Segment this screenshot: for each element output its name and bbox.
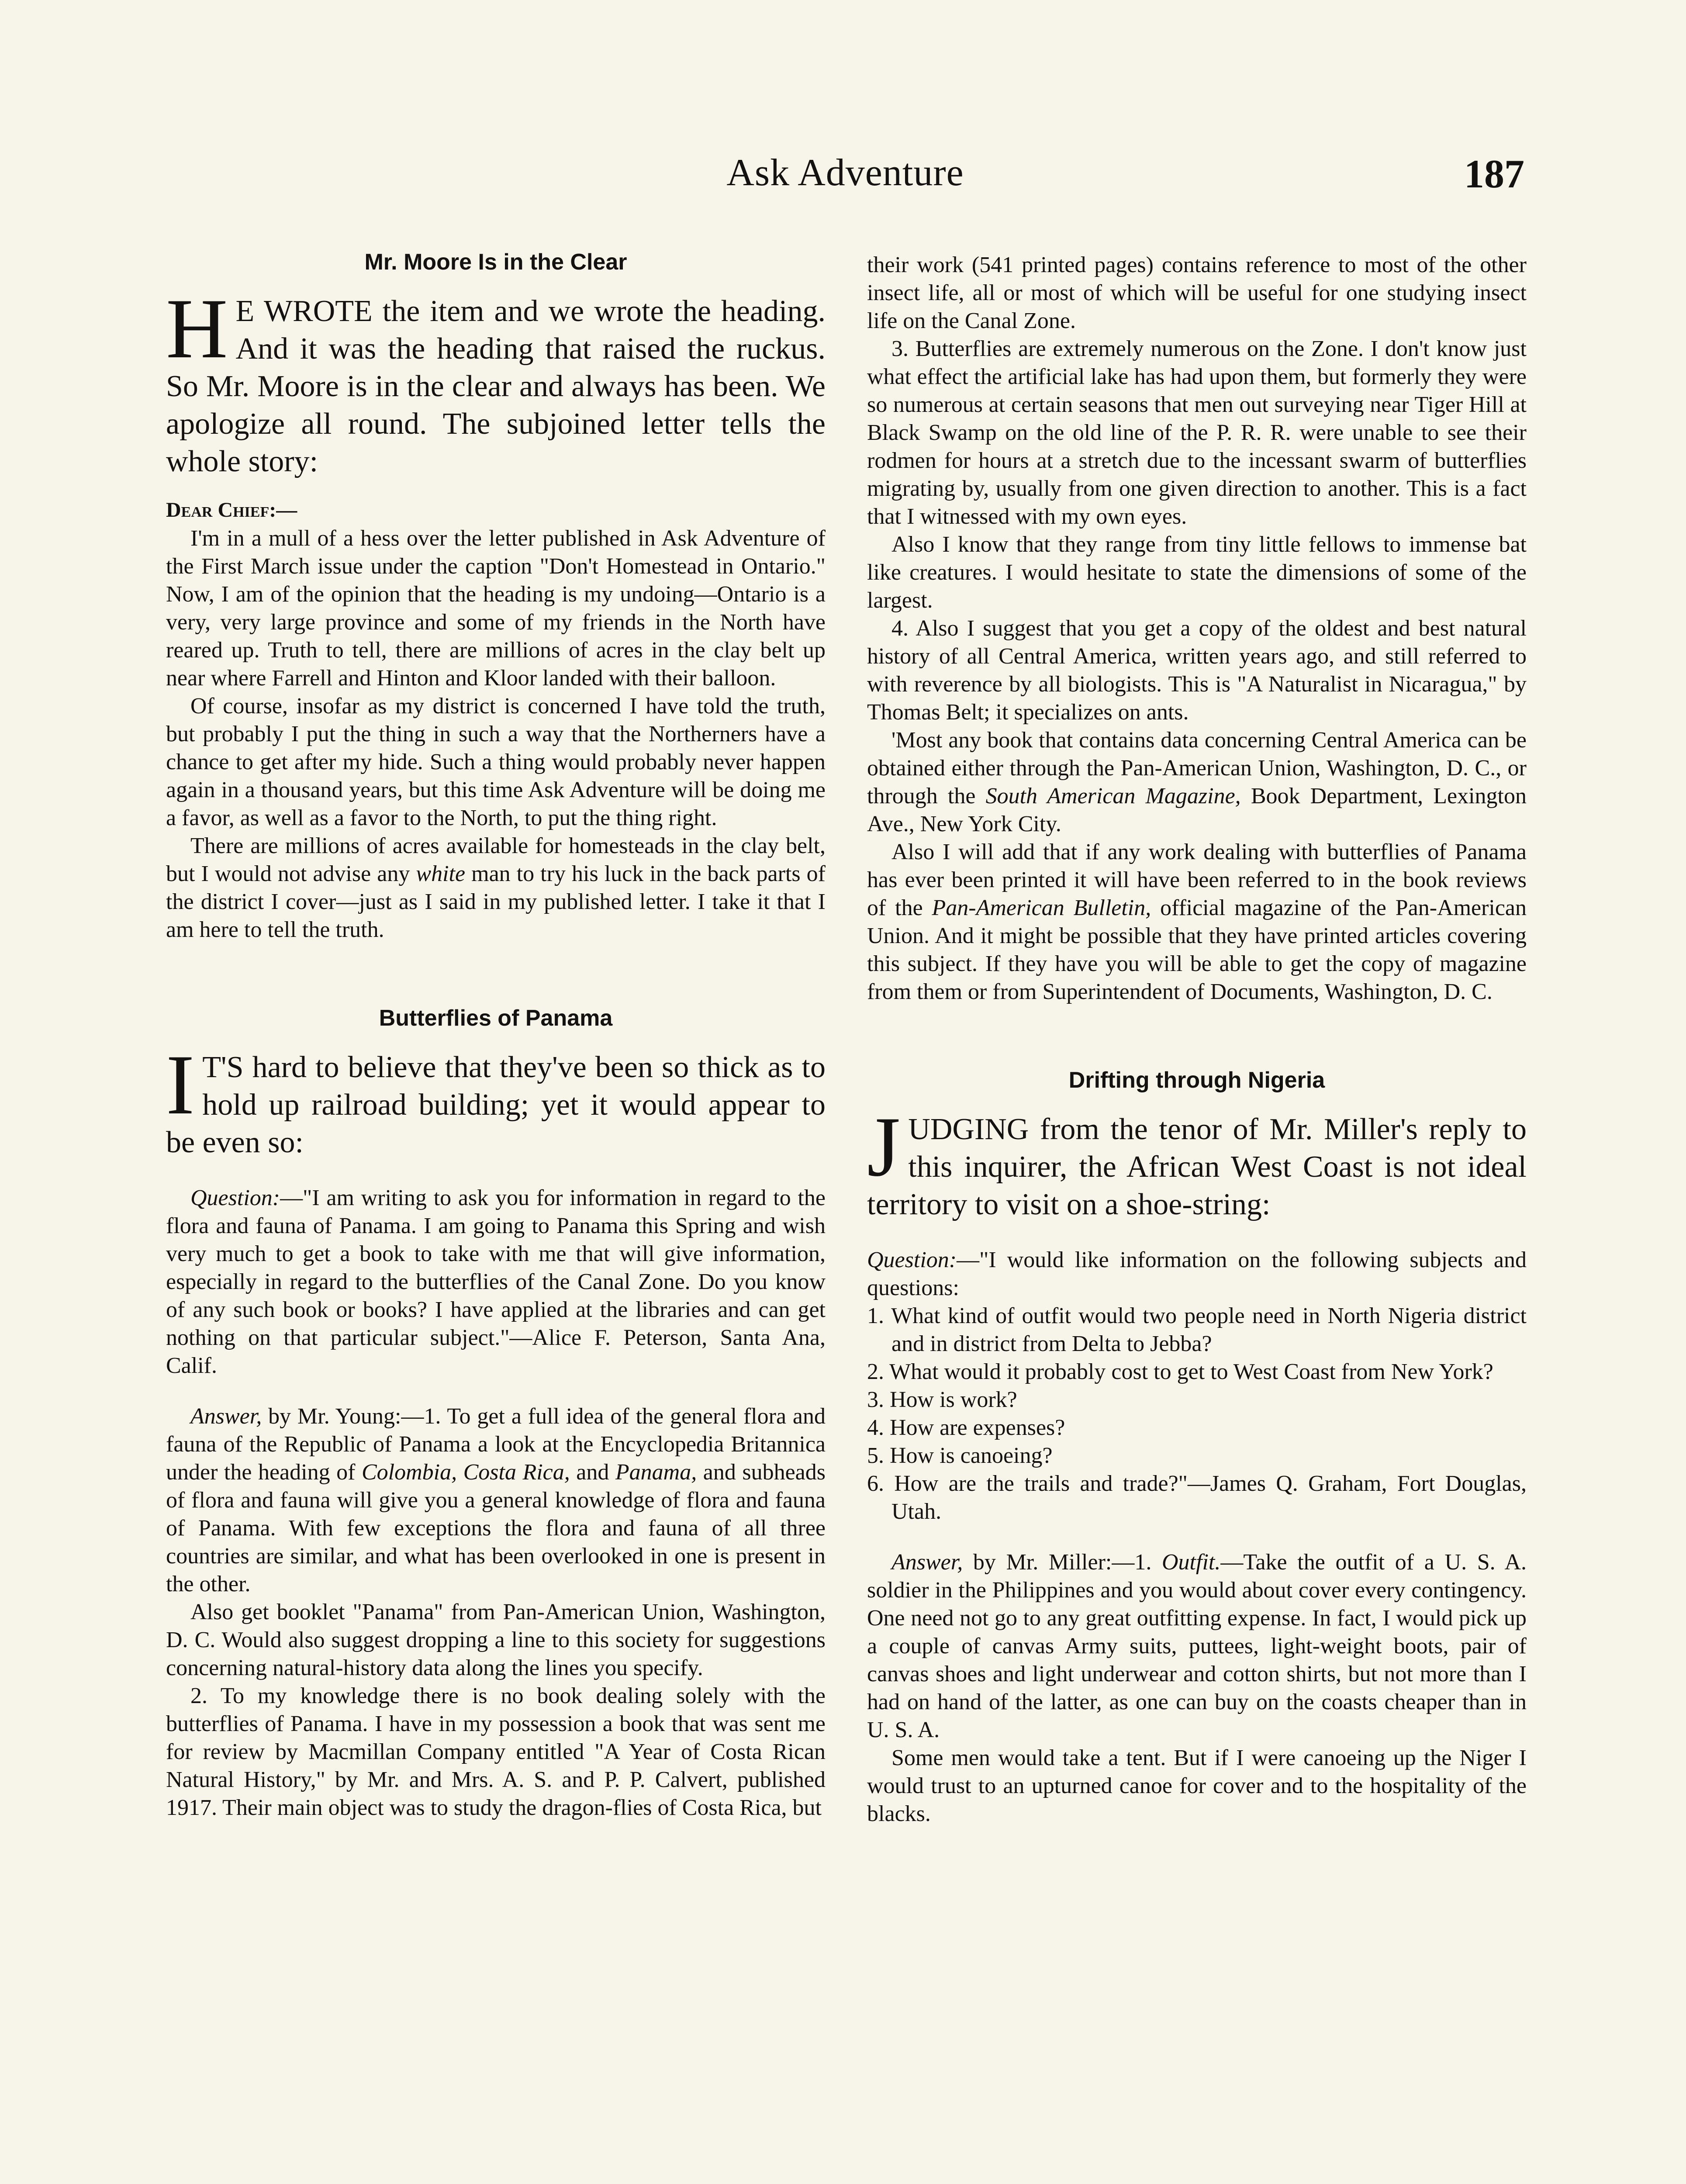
letter-paragraph: Of course, insofar as my district is concerned I have told the truth, but probably I put the thing in such a way that the Northerners have a chance to get after my hide. Such a thing would probably never happen again in a thousand years, but this time Ask Adventure will be doing me a favor, as well as a favor to the North, to put the thing right. xyxy=(166,694,826,830)
list-item: 6. How are the trails and trade?"—James Q. Graham, Fort Douglas, Utah. xyxy=(867,1471,1527,1524)
answer-paragraph: Some men would take a tent. But if I were canoeing up the Niger I would trust to an upturned canoe for cover and to the hospitality of the blacks. xyxy=(867,1745,1527,1826)
answer-paragraph: Also get booklet "Panama" from Pan-American Union, Washington, D. C. Would also suggest dropping a line to this society for suggestions concerning natural-history data along the lines you specify. xyxy=(166,1600,826,1680)
answer-paragraph: their work (541 printed pages) contains reference to most of the other insect life, all or most of which will be useful for one studying insect life on the Canal Zone. xyxy=(867,252,1527,333)
drop-cap: J xyxy=(867,1099,901,1194)
list-item: 1. What kind of outfit would two people need in North Nigeria district and in district from Delta to Jebba? xyxy=(867,1303,1527,1356)
letter-salutation: Dear Chief:— xyxy=(166,498,297,522)
answer-paragraph: 'Most any book that contains data concerning Central America can be obtained either through the Pan-American Union, Washington, D. C., or through the South American Magazine, Book Department, Lexington Ave., New York City. xyxy=(867,728,1527,836)
intro-mr-moore xyxy=(166,281,826,480)
left-column xyxy=(166,236,826,1822)
question-paragraph: Question:—"I am writing to ask you for information in regard to the flora and fauna of Panama. I am going to Panama this Spring and wish very much to get a book to take with me that will give information, especially in regard to the butterflies of the Canal Zone. Do you know of any such book or books? I have applied at the libraries and can get nothing on that particular subject."—Alice F. Peterson, Santa Ana, Calif. xyxy=(166,1185,826,1378)
letter-paragraph: There are millions of acres available for homesteads in the clay belt, but I would not advise any white man to try his luck in the back parts of the district I cover—just as I said in my published letter. I take it that I am here to tell the truth. xyxy=(166,833,826,942)
drop-cap: H xyxy=(166,281,228,376)
answer-paragraph: 3. Butterflies are extremely numerous on the Zone. I don't know just what effect the artificial lake has had upon them, but formerly they were so numerous at certain seasons that men out surveying near Tiger Hill at Black Swamp on the old line of the P. R. R. were unable to see their rodmen for hours at a stretch due to the incessant swarm of butterflies migrating by, usually from one given direction to another. This is a fact that I witnessed with my own eyes. xyxy=(867,336,1527,529)
list-item: 4. How are expenses? xyxy=(867,1415,1065,1440)
running-title: Ask Adventure xyxy=(726,152,964,194)
answer-paragraph: Also I will add that if any work dealing with butterflies of Panama has ever been printed it will have been referred to in the book reviews of the Pan-American Bulletin, official magazine of the Pan-American Union. And it might be possible that they have printed articles covering this subject. If they have you will be able to get the copy of magazine from them or from Superintendent of Documents, Washington, D. C. xyxy=(867,840,1527,1004)
page-header xyxy=(166,151,1524,216)
section-title-mr-moore: Mr. Moore Is in the Clear xyxy=(364,249,627,275)
intro-text: E WROTE the item and we wrote the heading. And it was the heading that raised the ruckus. So Mr. Moore is in the clear and always has been. We apologize all round. The subjoined letter tells the whole story: xyxy=(166,294,826,478)
page-number: 187 xyxy=(1464,152,1524,196)
answer-paragraph: Answer, by Mr. Miller:—1. Outfit.—Take the outfit of a U. S. A. soldier in the Philippines and you would about cover every contingency. One need not go to any great outfitting expense. In fact, I would pick up a couple of canvas Army suits, puttees, light-weight boots, pair of canvas shoes and light underwear and cotton shirts, but not more than I had on hand of the latter, as one can buy on the coasts cheaper than in U. S. A. xyxy=(867,1550,1527,1742)
question-paragraph: Question:—"I would like information on the following subjects and questions: xyxy=(867,1248,1527,1300)
intro-nigeria xyxy=(867,1099,1527,1223)
list-item: 3. How is work? xyxy=(867,1387,1017,1412)
section-title-nigeria: Drifting through Nigeria xyxy=(1068,1068,1325,1093)
list-item: 2. What would it probably cost to get to West Coast from New York? xyxy=(867,1359,1493,1384)
letter-paragraph: I'm in a mull of a hess over the letter published in Ask Adventure of the First March issue under the caption "Don't Homestead in Ontario." Now, I am of the opinion that the heading is my undoing—Ontario is a very, very large province and some of my friends in the North have reared up. Truth to tell, there are millions of acres in the clay belt up near where Farrell and Hinton and Kloor landed with their balloon. xyxy=(166,526,826,691)
answer-paragraph: 2. To my knowledge there is no book dealing solely with the butterflies of Panama. I have in my possession a book that was sent me for review by Macmillan Company entitled "A Year of Costa Rican Natural History," by Mr. and Mrs. A. S. and P. P. Calvert, published 1917. Their main object was to study the dragon-flies of Costa Rica, but xyxy=(166,1683,826,1820)
list-item: 5. How is canoeing? xyxy=(867,1443,1053,1468)
answer-paragraph: Answer, by Mr. Young:—1. To get a full idea of the general flora and fauna of the Republic of Panama a look at the Encyclopedia Britannica under the heading of Colombia, Costa Rica, and Panama, and subheads of flora and fauna will give you a general knowledge of flora and fauna of Panama. With few exceptions the flora and fauna of all three countries are similar, and what has been overlooked in one is present in the other. xyxy=(166,1404,826,1597)
section-title-butterflies: Butterflies of Panama xyxy=(379,1006,613,1031)
intro-text: UDGING from the tenor of Mr. Miller's reply to this inquirer, the African West Coast is not ideal territory to visit on a shoe-string: xyxy=(867,1113,1527,1221)
intro-butterflies xyxy=(166,1037,826,1161)
right-column xyxy=(867,251,1527,1828)
answer-paragraph: 4. Also I suggest that you get a copy of the oldest and best natural history of all Central America, written years ago, and still referred to with reverence by all biologists. This is "A Naturalist in Nicaragua," by Thomas Belt; it specializes on ants. xyxy=(867,616,1527,725)
intro-text: T'S hard to believe that they've been so thick as to hold up railroad building; yet it would appear to be even so: xyxy=(166,1051,826,1159)
answer-paragraph: Also I know that they range from tiny little fellows to immense bat like creatures. I would hesitate to state the dimensions of some of the largest. xyxy=(867,532,1527,613)
drop-cap: I xyxy=(166,1037,195,1132)
